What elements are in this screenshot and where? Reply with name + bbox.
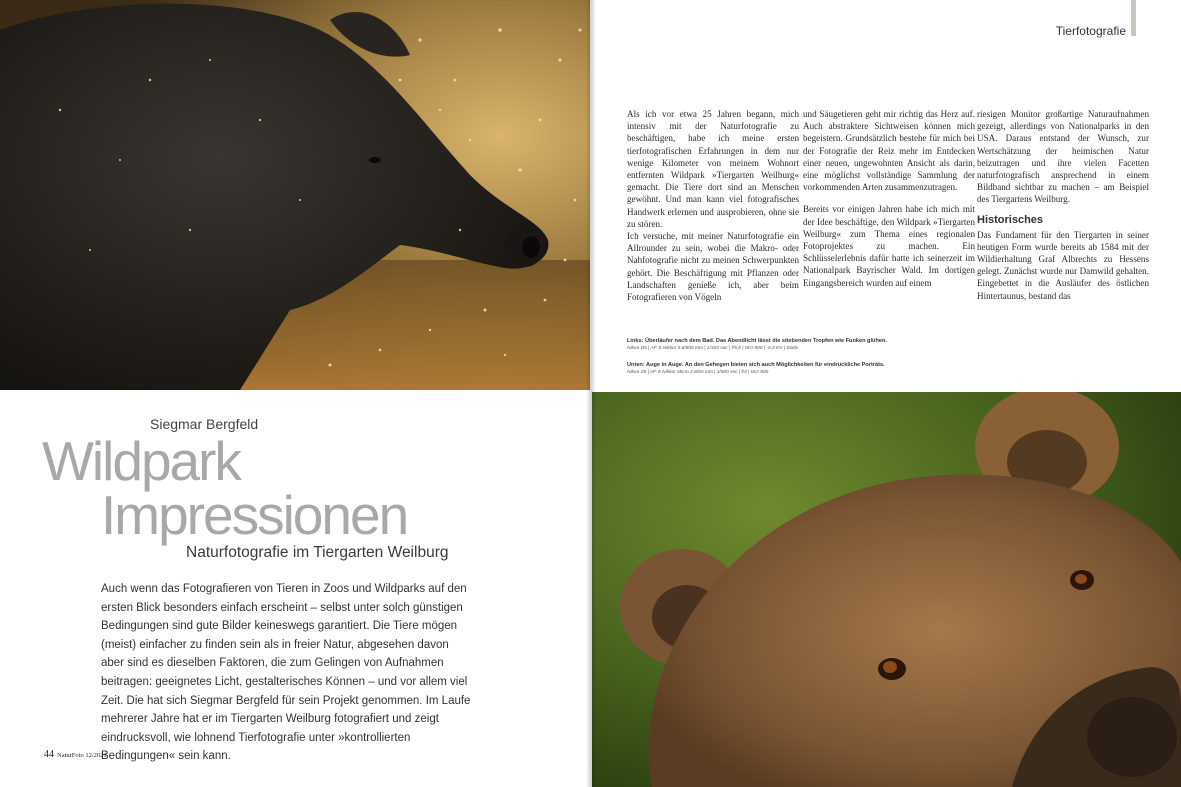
title-line-2: Impressionen — [101, 484, 408, 546]
author-name: Siegmar Bergfeld — [150, 416, 259, 432]
intro-paragraph: Auch wenn das Fotografieren von Tieren in Zoos und Wildparks auf den ersten Blick besonders einfach erscheint – selbst unter solch günstigen Bedingungen sind gute Bilder keineswegs garantiert. Die Tiere mögen (meist) einfacher zu finden sein als in freier Natur, abgesehen davon aber sind es dieselben Faktoren, die zum Gelingen von Aufnahmen beitragen: geeignetes Licht, gestalterisches Können – und vor allem viel Zeit. Die hat sich Siegmar Bergfeld für sein Projekt genommen. Im Laufe mehrerer Jahre hat er im Tiergarten Weilburg fotografiert und zeigt eindrucksvoll, wie lohnend Tierfotografie unter »kontrollierten Bedingungen« sein kann. — [101, 583, 471, 763]
paragraph: Bereits vor einigen Jahren habe ich mich mit der Idee beschäftige, den Wildpark »Tiergarten Weilburg« zum Thema eines regionalen Fotoprojektes zu machen. Ein Schlüsselerlebnis dafür hatte ich seinerzeit im Nationalpark Bayrischer Wald. Im dortigen Eingangsbereich wurden auf einem — [803, 204, 975, 288]
wild-boar-image — [0, 0, 590, 390]
paragraph: Ich versuche, mit meiner Naturfotografie ein Allrounder zu sein, wobei die Makro- oder Nahfotografie nicht zu meinen Schwerpunkten gehört. Die Beschäftigung mit Pflanzen oder Landschaften genieße ich, aber beim Fotografieren von Vögeln — [627, 231, 799, 303]
brown-bear-image — [592, 392, 1181, 787]
paragraph: riesigen Monitor großartige Naturaufnahmen gezeigt, allerdings von Nationalparks in den USA. Daraus entstand der Wunsch, zur Wertschätzung der heimischen Natur beizutragen und ihre vielen Facetten naturfotografisch ansprechend in einem Bildband sichtbar zu machen – am Beispiel des Tiergartens Weilburg. — [977, 109, 1149, 205]
body-column-2 — [803, 108, 975, 289]
caption-text: Unten: Auge in Auge. An den Gehegen bieten sich auch Möglichkeiten für eindrückliche Porträts. — [627, 362, 885, 368]
paragraph: Das Fundament für den Tiergarten in seiner heutigen Form wurde bereits ab 1584 mit der Wildierhaltung Graf Albrechts zu Hessens gelegt. Zunächst wurde nur Damwild gehalten. Eingebettet in die Ausläufer des östlichen Hintertaunus, bestand das — [977, 229, 1149, 301]
photo-caption-boar — [627, 337, 957, 353]
paragraph: Als ich vor etwa 25 Jahren begann, mich intensiv mit der Naturfotografie zu beschäftigen, habe ich meine ersten tierfotografischen Erfahrungen in dem nur wenige Kilometer von meinem Wohnort entfernten Wildpark »Tiergarten Weilburg« gemacht. Die Tiere dort sind an Menschen gewöhnt. Und man kann viel fotografisches Handwerk erlernen und ausprobieren, ohne sie zu stören. — [627, 109, 799, 229]
paragraph: und Säugetieren geht mir richtig das Herz auf. Auch abstraktere Sichtweisen können mich begeistern. Grundsätzlich bestehe für mich bei der Fotografie der Reiz mehr im Entdecken einer neuen, ungewohnten Ansicht als darin, eine möglichst vollständige Sammlung der vorkommenden Arten zusammenzutragen. — [803, 109, 975, 193]
caption-exif: Nikon Z6 | AF-S Nikkor Micro 2,8/60 mm | 1/500 sec | f/4 | ISO 800 — [627, 370, 769, 375]
section-heading: Historisches — [977, 213, 1044, 226]
body-column-3 — [977, 108, 1149, 302]
section-label: Tierfotografie — [1055, 24, 1126, 38]
boar-photo — [0, 0, 590, 390]
body-column-1 — [627, 108, 799, 303]
magazine-issue: NaturFoto 12/2021 — [57, 752, 107, 759]
title-line-1: Wildpark — [42, 430, 240, 492]
page-folio — [44, 749, 107, 760]
section-marker-bar — [1131, 0, 1136, 36]
bear-photo — [592, 392, 1181, 787]
page-number: 44 — [44, 749, 54, 760]
photo-caption-bear — [627, 361, 957, 377]
caption-text: Links: Überläufer nach dem Bad. Das Abendlicht lässt die stiebenden Tropfen wie Funken glühen. — [627, 338, 887, 344]
article-subtitle: Naturfotografie im Tiergarten Weilburg — [186, 544, 449, 561]
caption-exif: Nikon D5 | AF-S Nikkor 5.6/800 mm | 1/320 sec | f/5,6 | ISO 800 | -0,3 EV | Stativ — [627, 346, 799, 351]
